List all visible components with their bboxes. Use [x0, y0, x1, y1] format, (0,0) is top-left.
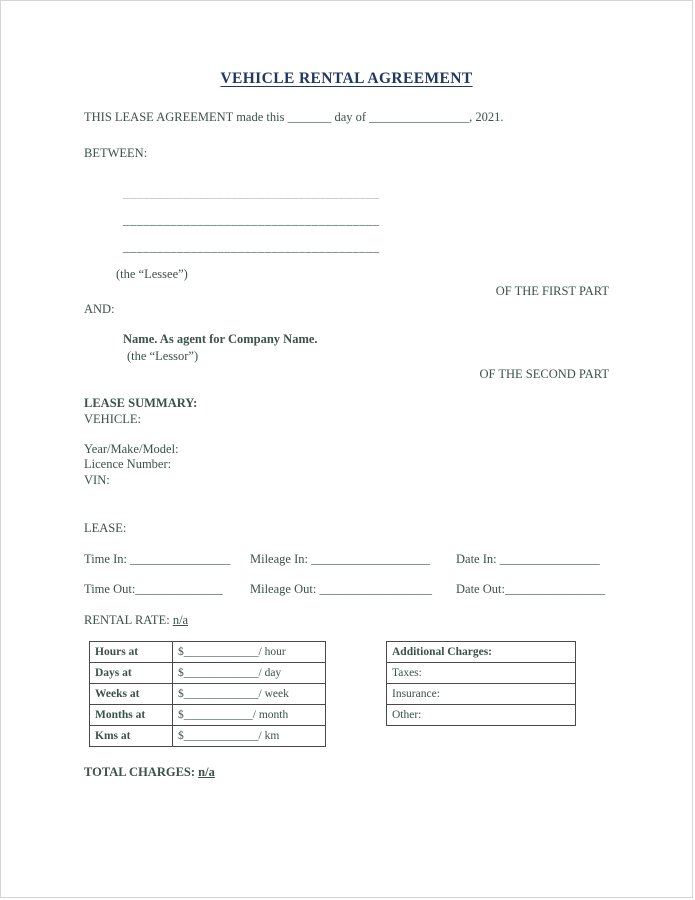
intro-paragraph: [84, 110, 609, 126]
rate-row: [90, 726, 326, 747]
agent-name: Name. As agent for Company Name.: [123, 331, 318, 346]
rental-rate-label: RENTAL RATE:: [84, 613, 170, 628]
charges-row: [387, 684, 576, 705]
rate-row-value: $_____________/ week: [173, 684, 326, 705]
lease-summary-heading: LEASE SUMMARY:: [84, 396, 198, 411]
charges-row: [387, 705, 576, 726]
field-licence-number: Licence Number:: [84, 457, 172, 472]
additional-charges-table: [386, 641, 576, 726]
date-in-label: Date In:: [456, 552, 497, 567]
field-vin: VIN:: [84, 472, 110, 487]
time-out-blank: ______________: [135, 581, 223, 596]
vehicle-fields: [84, 442, 609, 489]
mileage-out-blank: __________________: [319, 581, 432, 596]
vehicle-label: VEHICLE:: [84, 412, 141, 426]
charges-row: [387, 642, 576, 663]
rate-row: [90, 642, 326, 663]
field-year-make-model: Year/Make/Model:: [84, 441, 179, 456]
lessee-caption: (the “Lessee”): [116, 266, 188, 281]
charges-row: [387, 663, 576, 684]
rate-row-value: $_____________/ day: [173, 663, 326, 684]
date-out-label: Date Out:: [456, 581, 505, 596]
between-label: BETWEEN:: [84, 146, 148, 160]
second-part-label: OF THE SECOND PART: [479, 366, 609, 381]
time-in-row: [84, 552, 609, 568]
total-charges-label: TOTAL CHARGES:: [84, 765, 196, 779]
time-out-field: [84, 582, 250, 598]
document-title: VEHICLE RENTAL AGREEMENT: [220, 70, 473, 87]
lessor-caption: (the “Lessor”): [127, 349, 199, 364]
intro-blank-day: _______: [287, 110, 332, 125]
intro-text-1: THIS LEASE AGREEMENT made this: [84, 110, 285, 125]
lessee-blank-line-2: ______________________________________: [123, 212, 380, 227]
total-charges-line: [84, 765, 609, 781]
rate-and-charges-tables: [89, 641, 609, 747]
mileage-in-field: [250, 552, 456, 568]
time-out-label: Time Out:: [84, 581, 136, 596]
lease-label: LEASE:: [84, 520, 127, 535]
time-in-blank: ________________: [130, 552, 231, 567]
time-in-label: Time In:: [84, 552, 127, 567]
mileage-in-blank: ___________________: [311, 552, 430, 567]
charges-row-label: Other:: [387, 705, 576, 726]
rate-row-label: Days at: [90, 663, 173, 684]
date-in-blank: ________________: [499, 552, 600, 567]
rate-row: [90, 663, 326, 684]
time-out-row: [84, 582, 609, 598]
mileage-out-field: [250, 582, 456, 598]
lessee-blank-line-3: ______________________________________: [123, 239, 380, 254]
charges-row-label: Additional Charges:: [387, 642, 576, 663]
and-label: AND:: [84, 301, 115, 316]
charges-row-label: Insurance:: [387, 684, 576, 705]
rental-rate-value: n/a: [172, 613, 189, 628]
rate-row: [90, 705, 326, 726]
rate-row-label: Weeks at: [90, 684, 173, 705]
rate-row-label: Hours at: [90, 642, 173, 663]
intro-text-2: day of: [334, 110, 367, 125]
rental-rate-line: [84, 613, 609, 629]
date-in-field: [456, 552, 609, 568]
charges-row-label: Taxes:: [387, 663, 576, 684]
lessee-blank-line-1: ______________________________________: [123, 185, 380, 200]
intro-blank-month: ________________: [369, 110, 470, 125]
rate-row-label: Months at: [90, 705, 173, 726]
time-in-field: [84, 552, 250, 568]
intro-text-3: , 2021.: [469, 110, 504, 125]
total-charges-value: n/a: [198, 765, 215, 779]
document-content: [1, 1, 692, 781]
rate-row: [90, 684, 326, 705]
date-out-field: [456, 582, 609, 598]
rate-table: [89, 641, 326, 747]
mileage-in-label: Mileage In:: [250, 552, 308, 567]
rate-row-value: $_____________/ hour: [173, 642, 326, 663]
date-out-blank: ________________: [504, 581, 605, 596]
rate-row-value: $_____________/ km: [173, 726, 326, 747]
rate-row-value: $____________/ month: [173, 705, 326, 726]
mileage-out-label: Mileage Out:: [250, 581, 317, 596]
rate-row-label: Kms at: [90, 726, 173, 747]
first-part-label: OF THE FIRST PART: [495, 284, 609, 299]
